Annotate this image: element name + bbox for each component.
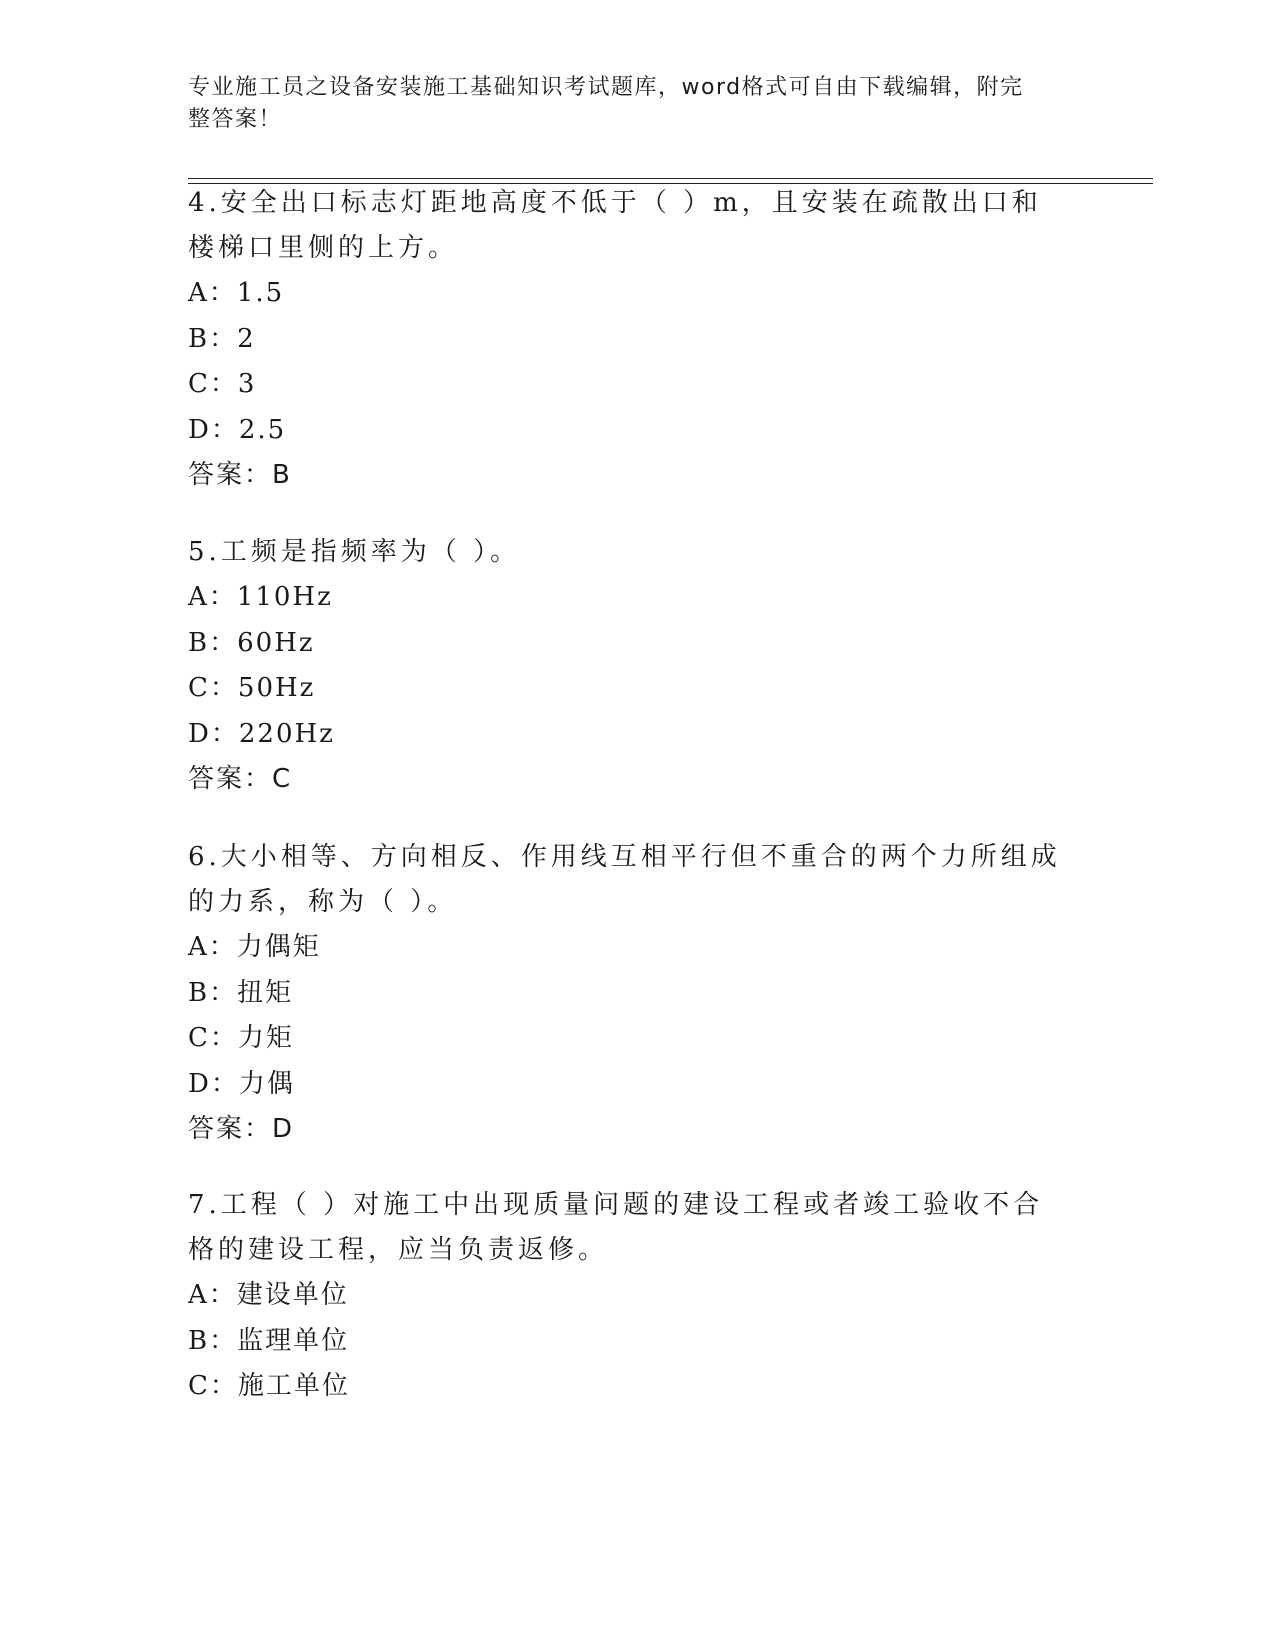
option-value: 2.5 — [238, 414, 287, 445]
option-letter: C： — [188, 1371, 238, 1401]
option-value: 3 — [237, 369, 257, 399]
option-d — [188, 712, 1088, 758]
option-value: 60Hz — [237, 627, 315, 658]
option-letter: A： — [188, 1280, 237, 1310]
option-letter: A： — [188, 582, 237, 612]
option-value: 2 — [237, 323, 256, 354]
answer-text: 答案：B — [188, 460, 292, 490]
answer-text: 答案：C — [188, 764, 293, 794]
option-letter: C： — [188, 1023, 238, 1053]
option-value: 220Hz — [238, 718, 335, 749]
option-letter: A： — [188, 278, 237, 308]
option-c — [188, 666, 1088, 712]
option-a — [188, 925, 1088, 971]
question-6 — [188, 835, 1088, 1152]
option-value: 1.5 — [236, 278, 285, 308]
option-value: 监理单位 — [237, 1325, 350, 1356]
option-c — [188, 362, 1088, 408]
option-letter: A： — [188, 932, 237, 962]
option-letter: B： — [188, 1325, 238, 1356]
option-letter: C： — [188, 673, 238, 703]
option-c — [188, 1016, 1088, 1062]
option-value: 力偶矩 — [236, 932, 321, 962]
option-a — [188, 1273, 1088, 1319]
option-a — [188, 271, 1088, 317]
option-c — [188, 1364, 1088, 1410]
option-a — [188, 575, 1088, 621]
option-letter: B： — [188, 977, 238, 1008]
header-line-2: 整答案！ — [188, 107, 283, 132]
header-line-1: 专业施工员之设备安装施工基础知识考试题库，word格式可自由下载编辑，附完 — [188, 75, 1024, 100]
option-value: 力偶 — [238, 1068, 295, 1099]
option-value: 扭矩 — [237, 977, 294, 1008]
option-letter: B： — [188, 323, 238, 354]
question-7 — [188, 1183, 1088, 1410]
option-value: 力矩 — [237, 1023, 294, 1053]
header-divider-top — [188, 178, 1153, 179]
option-value: 施工单位 — [237, 1371, 350, 1401]
option-b — [188, 621, 1088, 667]
option-b — [188, 1319, 1088, 1365]
document-header — [188, 72, 1068, 136]
option-letter: B： — [188, 627, 238, 658]
option-letter: D： — [188, 718, 239, 749]
question-text: 7.工程（ ）对施工中出现质量问题的建设工程或者竣工验收不合格的建设工程，应当负责返修。 — [188, 1190, 1044, 1265]
question-text: 5.工频是指频率为（ ）。 — [188, 537, 521, 567]
answer-text: 答案：D — [188, 1114, 295, 1144]
question-5 — [188, 530, 1088, 802]
option-d — [188, 408, 1088, 454]
option-letter: D： — [188, 414, 239, 445]
option-letter: D： — [188, 1068, 239, 1099]
option-value: 建设单位 — [236, 1280, 349, 1310]
question-4 — [188, 181, 1088, 498]
option-value: 110Hz — [236, 582, 333, 612]
option-letter: C： — [188, 369, 238, 399]
option-d — [188, 1062, 1088, 1108]
option-value: 50Hz — [237, 673, 316, 703]
option-b — [188, 971, 1088, 1017]
question-text: 4.安全出口标志灯距地高度不低于（ ）m，且安装在疏散出口和楼梯口里侧的上方。 — [188, 188, 1042, 263]
question-text: 6.大小相等、方向相反、作用线互相平行但不重合的两个力所组成的力系，称为（ ）。 — [188, 842, 1061, 917]
option-b — [188, 317, 1088, 363]
